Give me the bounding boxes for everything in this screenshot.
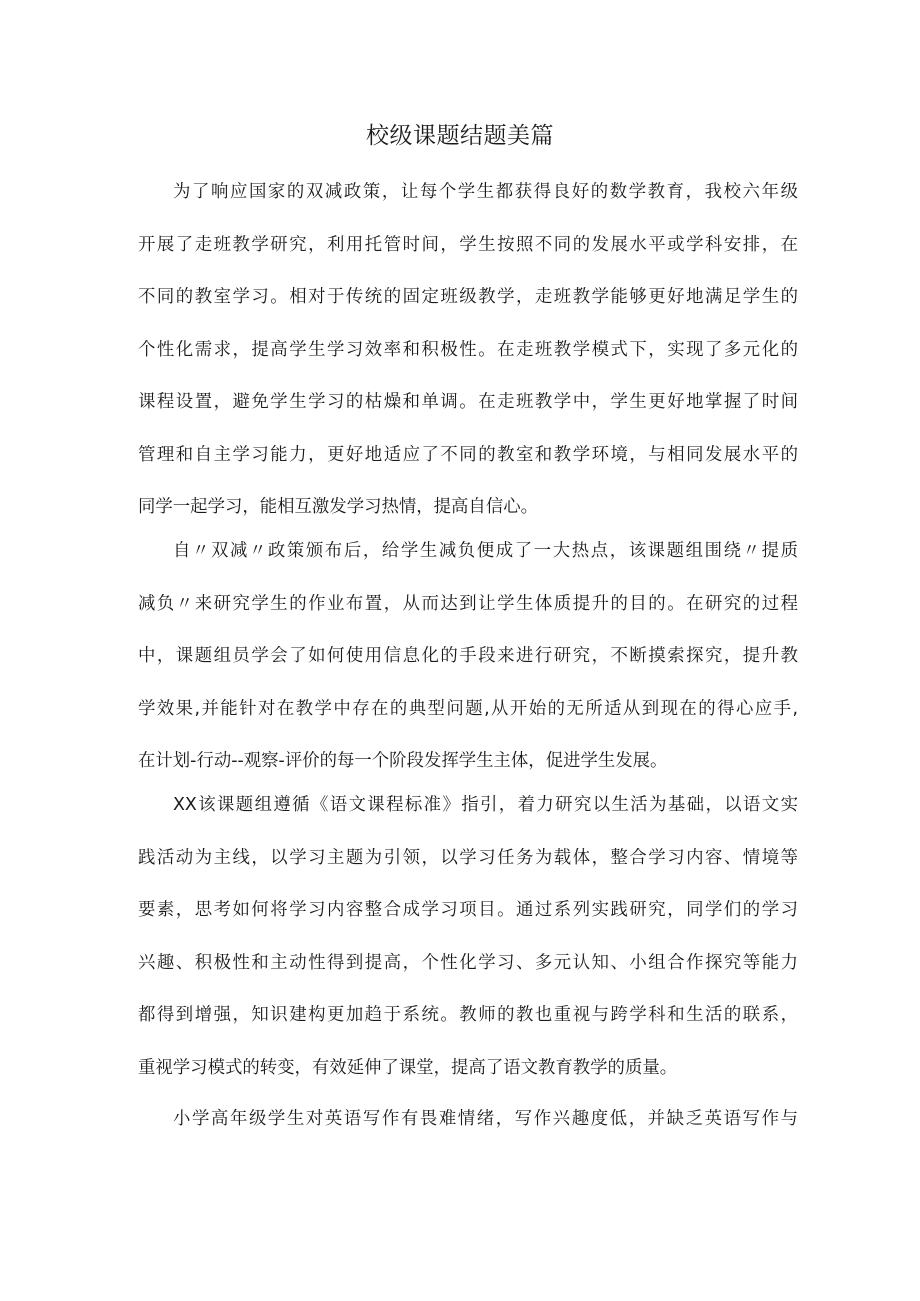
paragraph-2 bbox=[138, 525, 798, 788]
paragraph-line: 学效果,并能针对在教学中存在的典型问题,从开始的无所适从到现在的得心应手, bbox=[138, 698, 798, 719]
paragraph-line: 不同的教室学习。相对于传统的固定班级教学，走班教学能够更好地满足学生的 bbox=[138, 287, 798, 307]
paragraph-line: 减负〃来研究学生的作业布置，从而达到让学生体质提升的目的。在研究的过程 bbox=[138, 593, 798, 614]
paragraph-line: 开展了走班教学研究，利用托管时间，学生按照不同的发展水平或学科安排，在 bbox=[138, 234, 798, 255]
paragraph-1 bbox=[138, 166, 798, 534]
paragraph-line: 要素，思考如何将学习内容整合成学习项目。通过系列实践研究，同学们的学习 bbox=[138, 900, 798, 920]
paragraph-line: 践活动为主线，以学习主题为引领，以学习任务为载体，整合学习内容、情境等 bbox=[138, 847, 798, 868]
paragraph-4 bbox=[138, 1093, 798, 1146]
paragraph-line: 同学一起学习，能相互激发学习热情，提高自信心。 bbox=[138, 497, 538, 517]
page-title: 校级课题结题美篇 bbox=[366, 123, 554, 149]
paragraph-line: 课程设置，避免学生学习的枯燥和单调。在走班教学中，学生更好地掌握了时间 bbox=[138, 392, 798, 412]
paragraph-line: 在计划-行动--观察-评价的每一个阶段发挥学生主体，促进学生发展。 bbox=[138, 751, 668, 771]
paragraph-line: 个性化需求，提高学生学习效率和积极性。在走班教学模式下，实现了多元化的 bbox=[138, 339, 798, 360]
paragraph-line: 自〃双减〃政策颁布后，给学生减负便成了一大热点，该课题组围绕〃提质 bbox=[173, 541, 798, 561]
paragraph-line: 小学高年级学生对英语写作有畏难情绪，写作兴趣度低，并缺乏英语写作与 bbox=[173, 1109, 798, 1129]
paragraph-line: 兴趣、积极性和主动性得到提高，个性化学习、多元认知、小组合作探究等能力 bbox=[138, 952, 798, 973]
paragraph-3 bbox=[138, 779, 798, 1094]
paragraph-line: XX该课题组遵循《语文课程标准》指引，着力研究以生活为基础，以语文实 bbox=[173, 795, 798, 815]
paragraph-line: 为了响应国家的双减政策，让每个学生都获得良好的数学教育，我校六年级 bbox=[173, 182, 798, 202]
paragraph-line: 中，课题组员学会了如何使用信息化的手段来进行研究，不断摸索探究，提升教 bbox=[138, 646, 798, 666]
paragraph-line: 管理和自主学习能力，更好地适应了不同的教室和教学环境，与相同发展水平的 bbox=[138, 444, 798, 465]
paragraph-line: 重视学习模式的转变，有效延伸了课堂，提高了语文教育教学的质量。 bbox=[138, 1057, 678, 1078]
paragraph-line: 都得到增强，知识建构更加趋于系统。教师的教也重视与跨学科和生活的联系， bbox=[138, 1005, 798, 1025]
